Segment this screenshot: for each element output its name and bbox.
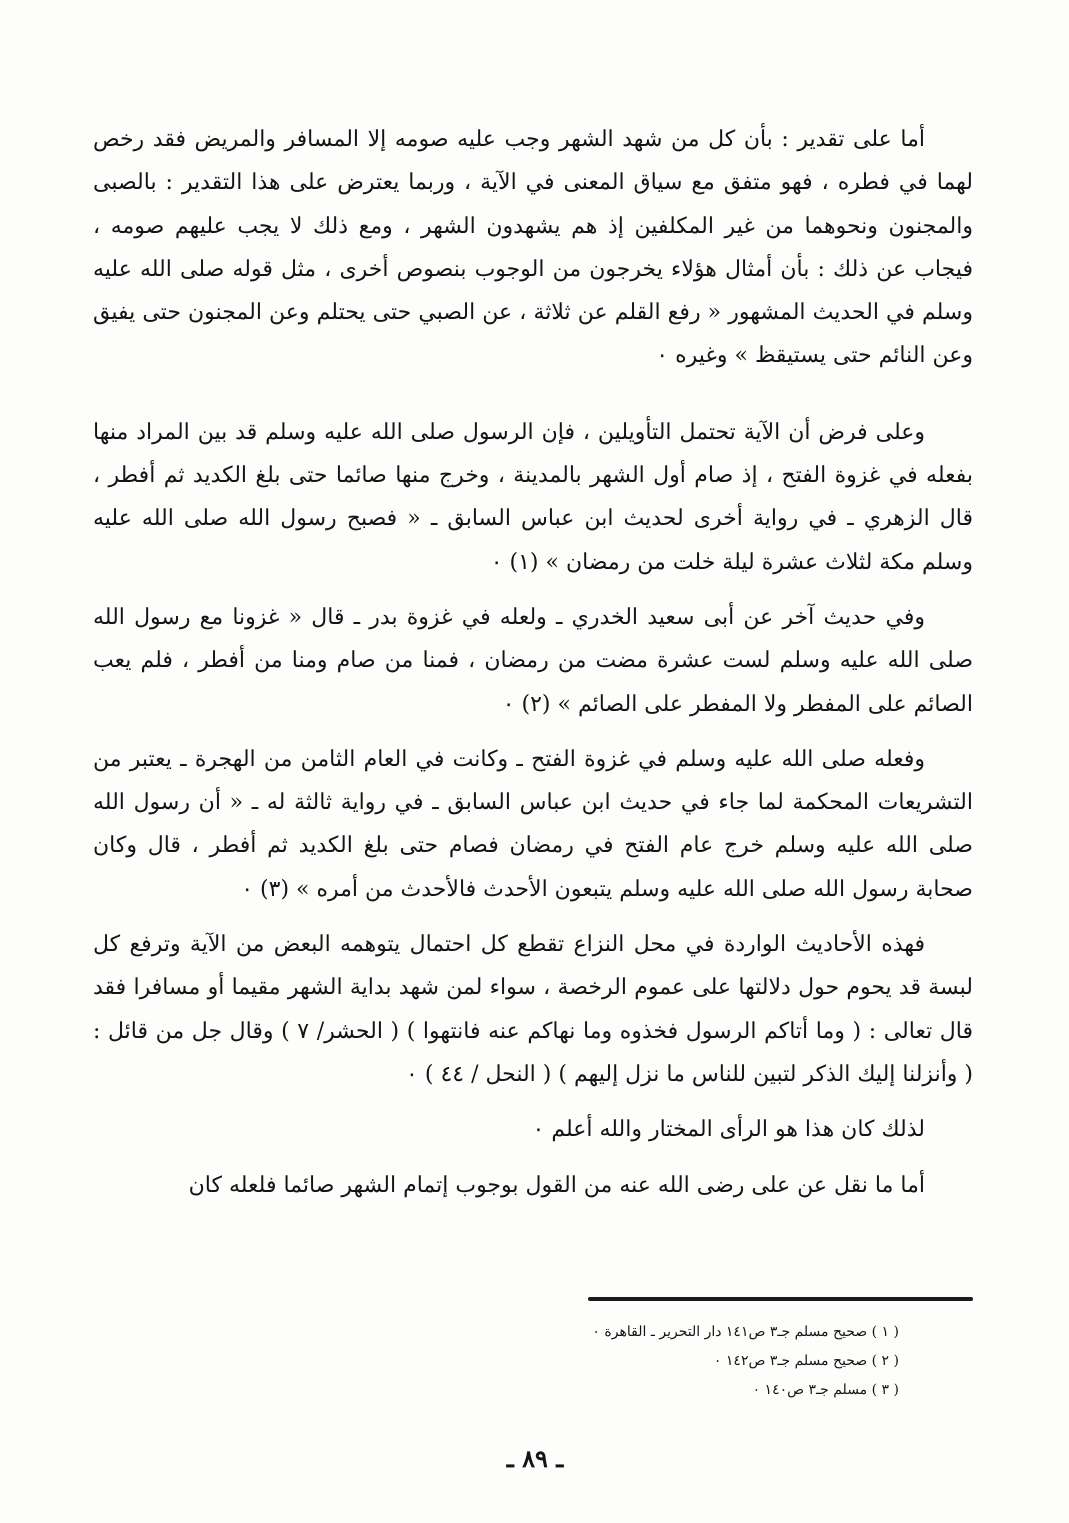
paragraph-4: وفعله صلى الله عليه وسلم في غزوة الفتح ـ وكانت في العام الثامن من الهجرة ـ يعتبر من التشريعات المحكمة لما جاء في حديث ابن عباس السابق ـ في رواية ثالثة له ـ « أن رسول الله صلى الله عليه وسلم خرج عام الفتح في رمضان فصام حتى بلغ الكديد ثم أفطر ، قال وكان صحابة رسول الله صلى الله عليه وسلم يتبعون الأحدث فالأحدث من أمره » (٣) ٠ <box>93 746 973 902</box>
footnote-divider <box>588 1297 973 1301</box>
paragraph-1: أما على تقدير : بأن كل من شهد الشهر وجب عليه صومه إلا المسافر والمريض فقد رخص لهما في فطره ، فهو متفق مع سياق المعنى في الآية ، وربما يعترض على هذا التقدير : بالصبى والمجنون ونحوهما من غير المكلفين إذ هم يشهدون الشهر ، ومع ذلك لا يجب عليهم صومه ، فيجاب عن ذلك : بأن أمثال هؤلاء يخرجون من الوجوب بنصوص أخرى ، مثل قوله صلى الله عليه وسلم في الحديث المشهور « رفع القلم عن ثلاثة ، عن الصبي حتى يحتلم وعن المجنون حتى يفيق وعن النائم حتى يستيقظ » وغيره ٠ <box>93 127 973 369</box>
paragraph-2: وعلى فرض أن الآية تحتمل التأويلين ، فإن الرسول صلى الله عليه وسلم قد بين المراد منها بفعله في غزوة الفتح ، إذ صام أول الشهر بالمدينة ، وخرج منها صائما حتى بلغ الكديد ثم أفطر ، قال الزهري ـ في رواية أخرى لحديث ابن عباس السابق ـ « فصبح رسول الله صلى الله عليه وسلم مكة لثلاث عشرة ليلة خلت من رمضان » (١) ٠ <box>93 419 973 575</box>
paragraph-3: وفي حديث آخر عن أبى سعيد الخدري ـ ولعله في غزوة بدر ـ قال « غزونا مع رسول الله صلى الله عليه وسلم لست عشرة مضت من رمضان ، فمنا من صام ومنا من أفطر ، فلم يعب الصائم على المفطر ولا المفطر على الصائم » (٢) ٠ <box>93 604 973 717</box>
footnote-1: ( ١ ) صحيح مسلم جـ٣ ص١٤١ دار التحرير ـ القاهرة ٠ <box>592 1324 899 1340</box>
paragraph-6: لذلك كان هذا هو الرأى المختار والله أعلم ٠ <box>532 1117 925 1143</box>
footnote-2: ( ٢ ) صحيح مسلم جـ٣ ص١٤٢ ٠ <box>713 1353 899 1369</box>
footnote-3: ( ٣ ) مسلم جـ٣ ص١٤٠ ٠ <box>752 1382 899 1398</box>
footnotes <box>479 1318 899 1405</box>
page-number: ـ ٨٩ ـ <box>506 1444 564 1473</box>
paragraph-7: أما ما نقل عن على رضى الله عنه من القول بوجوب إتمام الشهر صائما فلعله كان <box>188 1172 925 1198</box>
body-text <box>93 118 973 1207</box>
paragraph-5: فهذه الأحاديث الواردة في محل النزاع تقطع كل احتمال يتوهمه البعض من الآية وترفع كل لبسة قد يحوم حول دلالتها على عموم الرخصة ، سواء لمن شهد بداية الشهر مقيما أو مسافرا فقد قال تعالى : ( وما أتاكم الرسول فخذوه وما نهاكم عنه فانتهوا ) ( الحشر/ ٧ ) وقال جل من قائل : ( وأنزلنا إليك الذكر لتبين للناس ما نزل إليهم ) ( النحل / ٤٤ ) ٠ <box>93 932 974 1087</box>
